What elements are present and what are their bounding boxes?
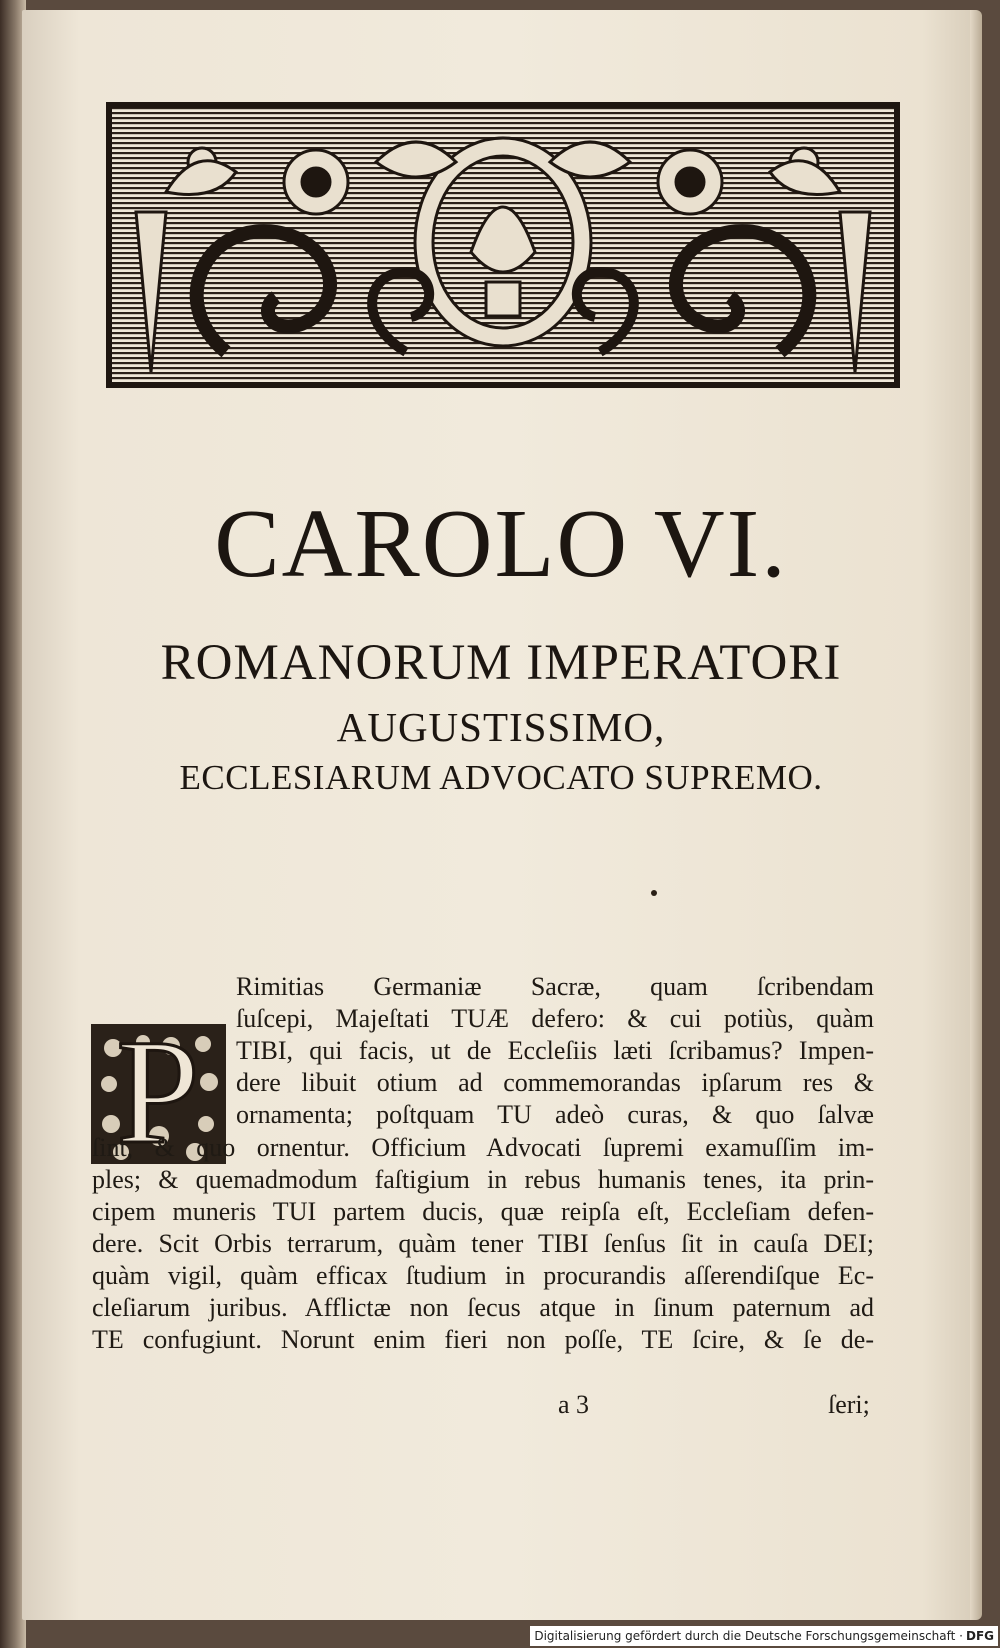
initial-letter: P [116,1024,200,1164]
body-line: dere libuit otium ad commemorandas ipſarum res & [236,1068,874,1097]
body-line: TE confugiunt. Norunt enim fieri non poſſe, TE ſcire, & ſe de- [92,1325,874,1354]
body-line: cleſiarum juribus. Afflictæ non ſecus atque in ſinum paternum ad [92,1293,874,1322]
body-line: ornamenta; poſtquam TU adeò curas, & quo ſalvæ [236,1100,874,1129]
title-line-4: ECCLESIARUM ADVOCATO SUPREMO. [179,758,823,797]
body-line: dere. Scit Orbis terrarum, quàm tener TIBI ſenſus ſit in cauſa DEI; [92,1229,874,1258]
dfg-logo: DFG [965,1629,994,1643]
body-line: cipem muneris TUI partem ducis, quæ reipſa eſt, Eccleſiam defen- [92,1197,874,1226]
body-line: ples; & quemadmodum faſtigium in rebus humanis tenes, ita prin- [92,1165,874,1194]
headpiece-engraving [106,102,900,388]
ornamental-headpiece [106,102,900,388]
page-edge [970,10,982,1620]
show-through-bleed [142,370,902,890]
body-line: quàm vigil, quàm efficax ſtudium in procurandis aſſerendiſque Ec- [92,1261,874,1290]
body-line: TIBI, qui facis, ut de Eccleſiis læti ſcribamus? Impen- [236,1036,874,1065]
body-line: ſuſcepi, Majeſtati TUÆ defero: & cui potiùs, quàm [236,1004,874,1033]
catchword: ſeri; [828,1390,870,1419]
title-line-1: CAROLO VI. [214,490,788,598]
ink-speck [651,890,657,896]
body-line: Rimitias Germaniæ Sacræ, quam ſcribendam [236,972,874,1001]
title-line-3: AUGUSTISSIMO, [336,704,666,750]
book-page [22,10,980,1620]
signature-mark: a 3 [558,1390,590,1419]
digitization-credit [530,1626,998,1646]
title-line-2: ROMANORUM IMPERATORI [160,635,842,691]
body-line: ſint, & quo ornentur. Officium Advocati ſupremi examuſſim im- [92,1133,874,1162]
credit-text: Digitalisierung gefördert durch die Deutsche Forschungsgemeinschaft · [534,1629,963,1643]
